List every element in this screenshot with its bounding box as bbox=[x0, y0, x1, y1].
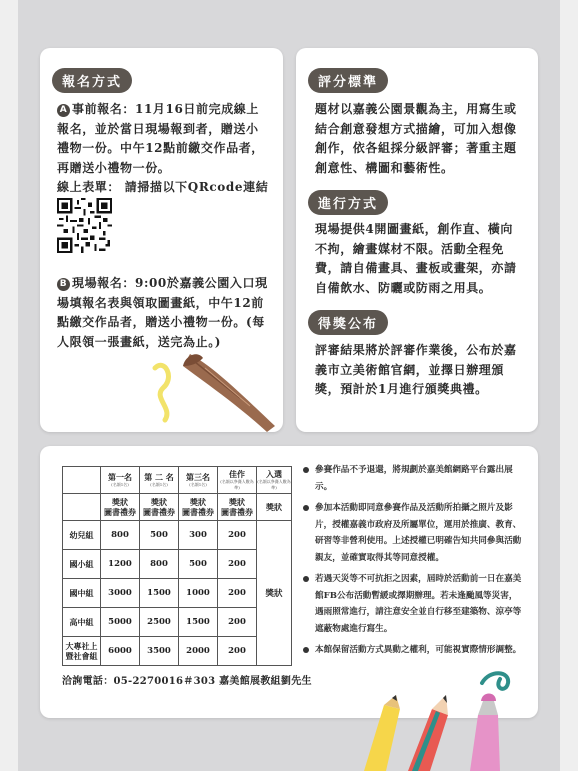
table-cell: 500 bbox=[140, 521, 179, 550]
table-header: 第三名 (名額1名) bbox=[179, 467, 218, 494]
table-cell: 200 bbox=[218, 521, 257, 550]
qrcode-image[interactable] bbox=[57, 198, 112, 253]
bullet-icon bbox=[303, 505, 309, 511]
registration-heading: 報名方式 bbox=[52, 68, 132, 93]
option-a-badge: A bbox=[57, 104, 70, 117]
table-cell: 200 bbox=[218, 550, 257, 579]
table-header: 入選 (名額以參賽人數為準) bbox=[257, 467, 292, 494]
table-row-label: 國小組 bbox=[63, 550, 101, 579]
notes-list bbox=[303, 462, 525, 664]
note-item: 參加本活動即同意參賽作品及活動所拍攝之照片及影片，授權嘉義市政府及所屬單位，運用於推廣、教育、研習等非營利使用。上述授權已明確告知共同參與活動親友，並確實取得其等同意授權。 bbox=[303, 500, 525, 566]
bullet-icon bbox=[303, 467, 309, 473]
note-item: 若遇天災等不可抗拒之因素，屆時於活動前一日在嘉美館FB公布活動暫緩或擇期辦理。若未逢颱風等災害，遇雨照常進行，請注意安全並自行移至建築物、涼亭等遮蔽物處進行寫生。 bbox=[303, 571, 525, 637]
note-item: 本館保留活動方式異動之權利，可能視實際情形調整。 bbox=[303, 642, 525, 659]
table-cell: 6000 bbox=[101, 637, 140, 666]
option-b-text: 現場報名：9:00於嘉義公園入口現場填報名表與領取圖畫紙，中午12前點繳交作品者，贈送小禮物一份。(每人限領一張畫紙，送完為止。) bbox=[57, 276, 268, 349]
table-cell: 5000 bbox=[101, 608, 140, 637]
table-header: 第 二 名 (名額1名) bbox=[140, 467, 179, 494]
table-corner bbox=[63, 494, 101, 521]
process-heading: 進行方式 bbox=[308, 190, 388, 215]
table-cell: 3000 bbox=[101, 579, 140, 608]
table-cell: 500 bbox=[179, 550, 218, 579]
table-cell: 800 bbox=[140, 550, 179, 579]
table-merged-cell: 獎狀 bbox=[257, 521, 292, 666]
bullet-icon bbox=[303, 647, 309, 653]
table-cell: 2500 bbox=[140, 608, 179, 637]
table-cell: 800 bbox=[101, 521, 140, 550]
table-cell: 200 bbox=[218, 608, 257, 637]
table-corner bbox=[63, 467, 101, 494]
table-row-label: 大專社上 暨社會組 bbox=[63, 637, 101, 666]
awards-text: 評審結果將於評審作業後，公布於嘉義市立美術館官網，並擇日辦理頒獎，預計於1月進行頒獎典禮。 bbox=[315, 343, 517, 396]
prize-table bbox=[62, 466, 292, 666]
background-left-strip bbox=[0, 0, 18, 771]
table-cell: 2000 bbox=[179, 637, 218, 666]
table-row-label: 國中組 bbox=[63, 579, 101, 608]
table-row-label: 高中組 bbox=[63, 608, 101, 637]
table-cell: 1200 bbox=[101, 550, 140, 579]
paintbrush-illustration bbox=[145, 348, 285, 432]
table-subheader: 獎狀 圖書禮券 bbox=[101, 494, 140, 521]
info-card bbox=[296, 48, 538, 432]
registration-option-b bbox=[57, 274, 269, 352]
table-subheader: 獎狀 圖書禮券 bbox=[179, 494, 218, 521]
table-header: 第一名 (名額1名) bbox=[101, 467, 140, 494]
table-cell: 200 bbox=[218, 579, 257, 608]
background-right-strip bbox=[560, 0, 578, 771]
table-cell: 3500 bbox=[140, 637, 179, 666]
table-cell: 1000 bbox=[179, 579, 218, 608]
note-item: 參賽作品不予退還，將規劃於嘉美館網路平台露出展示。 bbox=[303, 462, 525, 495]
option-b-badge: B bbox=[57, 278, 70, 291]
table-header: 佳作 (名額以參賽人數為準) bbox=[218, 467, 257, 494]
process-text: 現場提供4開圖畫紙，創作直、橫向不拘，繪畫媒材不限。活動全程免費，請自備畫具、畫板或畫架，亦請自備飲水、防曬或防雨之用具。 bbox=[315, 222, 517, 295]
table-subheader: 獎狀 圖書禮券 bbox=[140, 494, 179, 521]
table-cell: 300 bbox=[179, 521, 218, 550]
table-cell: 1500 bbox=[179, 608, 218, 637]
criteria-heading: 評分標準 bbox=[308, 68, 388, 93]
contact-info: 洽詢電話：05-2270016＃303 嘉美館展教組劉先生 bbox=[62, 676, 312, 687]
criteria-text: 題材以嘉義公園景觀為主，用寫生或結合創意發想方式描繪，可加入想像創作，依各組採分級評審；著重主題創意性、構圖和藝術性。 bbox=[315, 102, 517, 175]
registration-option-a bbox=[57, 100, 269, 178]
table-row-label: 幼兒組 bbox=[63, 521, 101, 550]
awards-heading: 得獎公布 bbox=[308, 310, 388, 335]
pencils-illustration bbox=[350, 665, 550, 771]
table-subheader: 獎狀 bbox=[257, 494, 292, 521]
bullet-icon bbox=[303, 576, 309, 582]
table-cell: 1500 bbox=[140, 579, 179, 608]
table-cell: 200 bbox=[218, 637, 257, 666]
online-form-label: 線上表單： 請掃描以下QRcode連結 bbox=[57, 180, 269, 194]
table-subheader: 獎狀 圖書禮券 bbox=[218, 494, 257, 521]
option-a-text: 事前報名：11月16日前完成線上報名，並於當日現場報到者，贈送小禮物一份。中午12點前繳交作品者，再贈送小禮物一份。 bbox=[57, 102, 264, 175]
